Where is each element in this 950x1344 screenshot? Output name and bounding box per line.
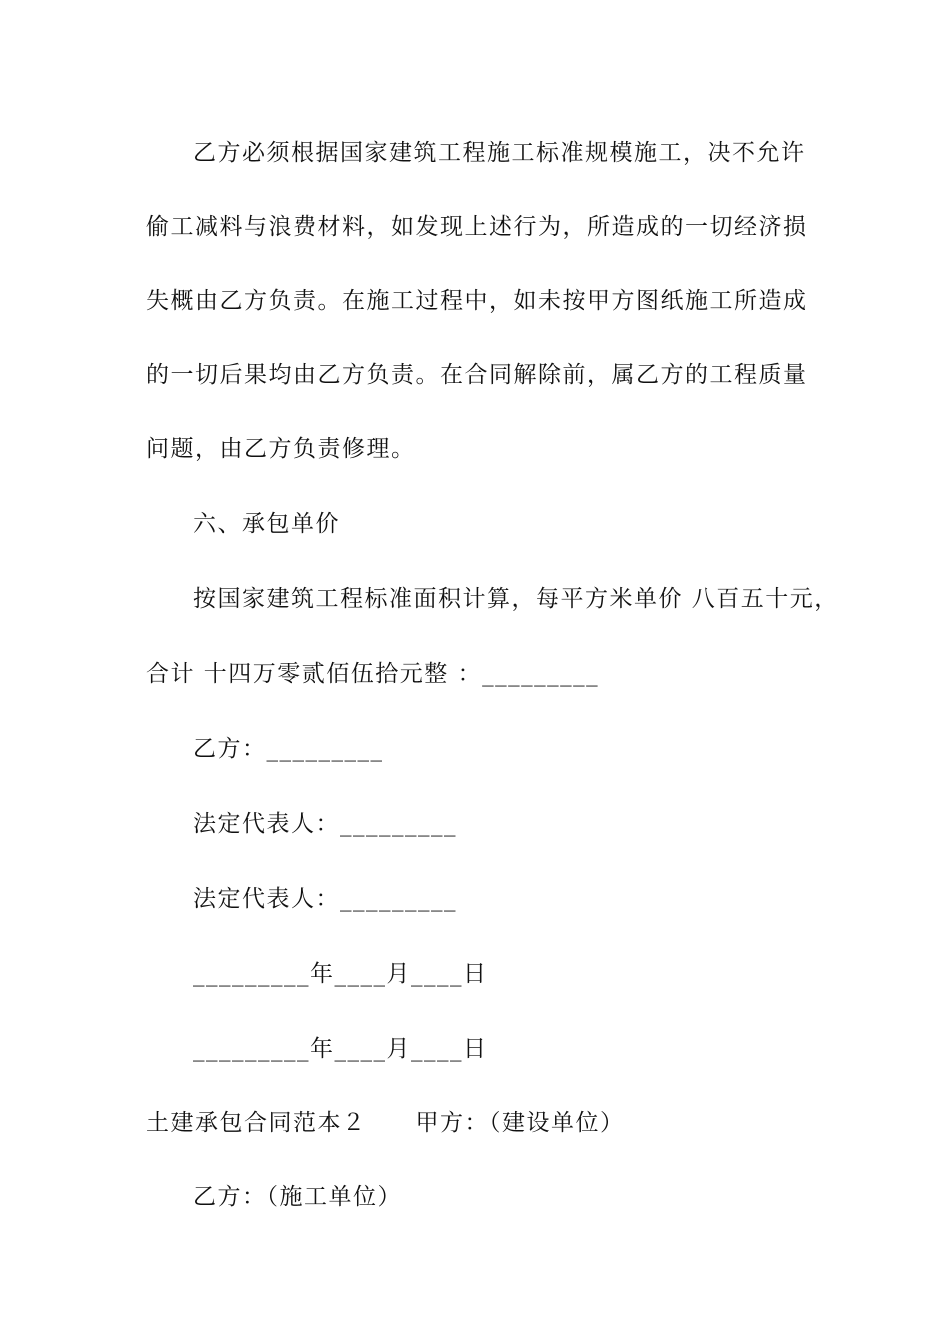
paragraph-line: 的一切后果均由乙方负责。在合同解除前，属乙方的工程质量 <box>146 362 808 388</box>
paragraph-line: 问题，由乙方负责修理。 <box>146 436 416 462</box>
price-line: 按国家建筑工程标准面积计算，每平方米单价 八百五十元， <box>193 586 839 612</box>
section-heading: 六、承包单价 <box>193 511 340 537</box>
paragraph-line: 失概由乙方负责。在施工过程中，如未按甲方图纸施工所造成 <box>146 288 808 314</box>
date-line-2: _________年____月____日 <box>193 1036 488 1062</box>
date-line-1: _________年____月____日 <box>193 961 488 987</box>
paragraph-line: 乙方必须根据国家建筑工程施工标准规模施工，决不允许 <box>193 140 806 166</box>
price-total-line: 合计 十四万零贰佰伍拾元整 ：_________ <box>146 661 600 687</box>
paragraph-line: 偷工减料与浪费材料，如发现上述行为，所造成的一切经济损 <box>146 214 808 240</box>
template2-party-b: 乙方：（施工单位） <box>193 1184 402 1210</box>
legal-representative-2: 法定代表人：_________ <box>193 886 457 912</box>
legal-representative-1: 法定代表人：_________ <box>193 811 457 837</box>
party-b-signature: 乙方：_________ <box>193 736 384 762</box>
template2-heading: 土建承包合同范本２ 甲方：（建设单位） <box>146 1110 625 1136</box>
